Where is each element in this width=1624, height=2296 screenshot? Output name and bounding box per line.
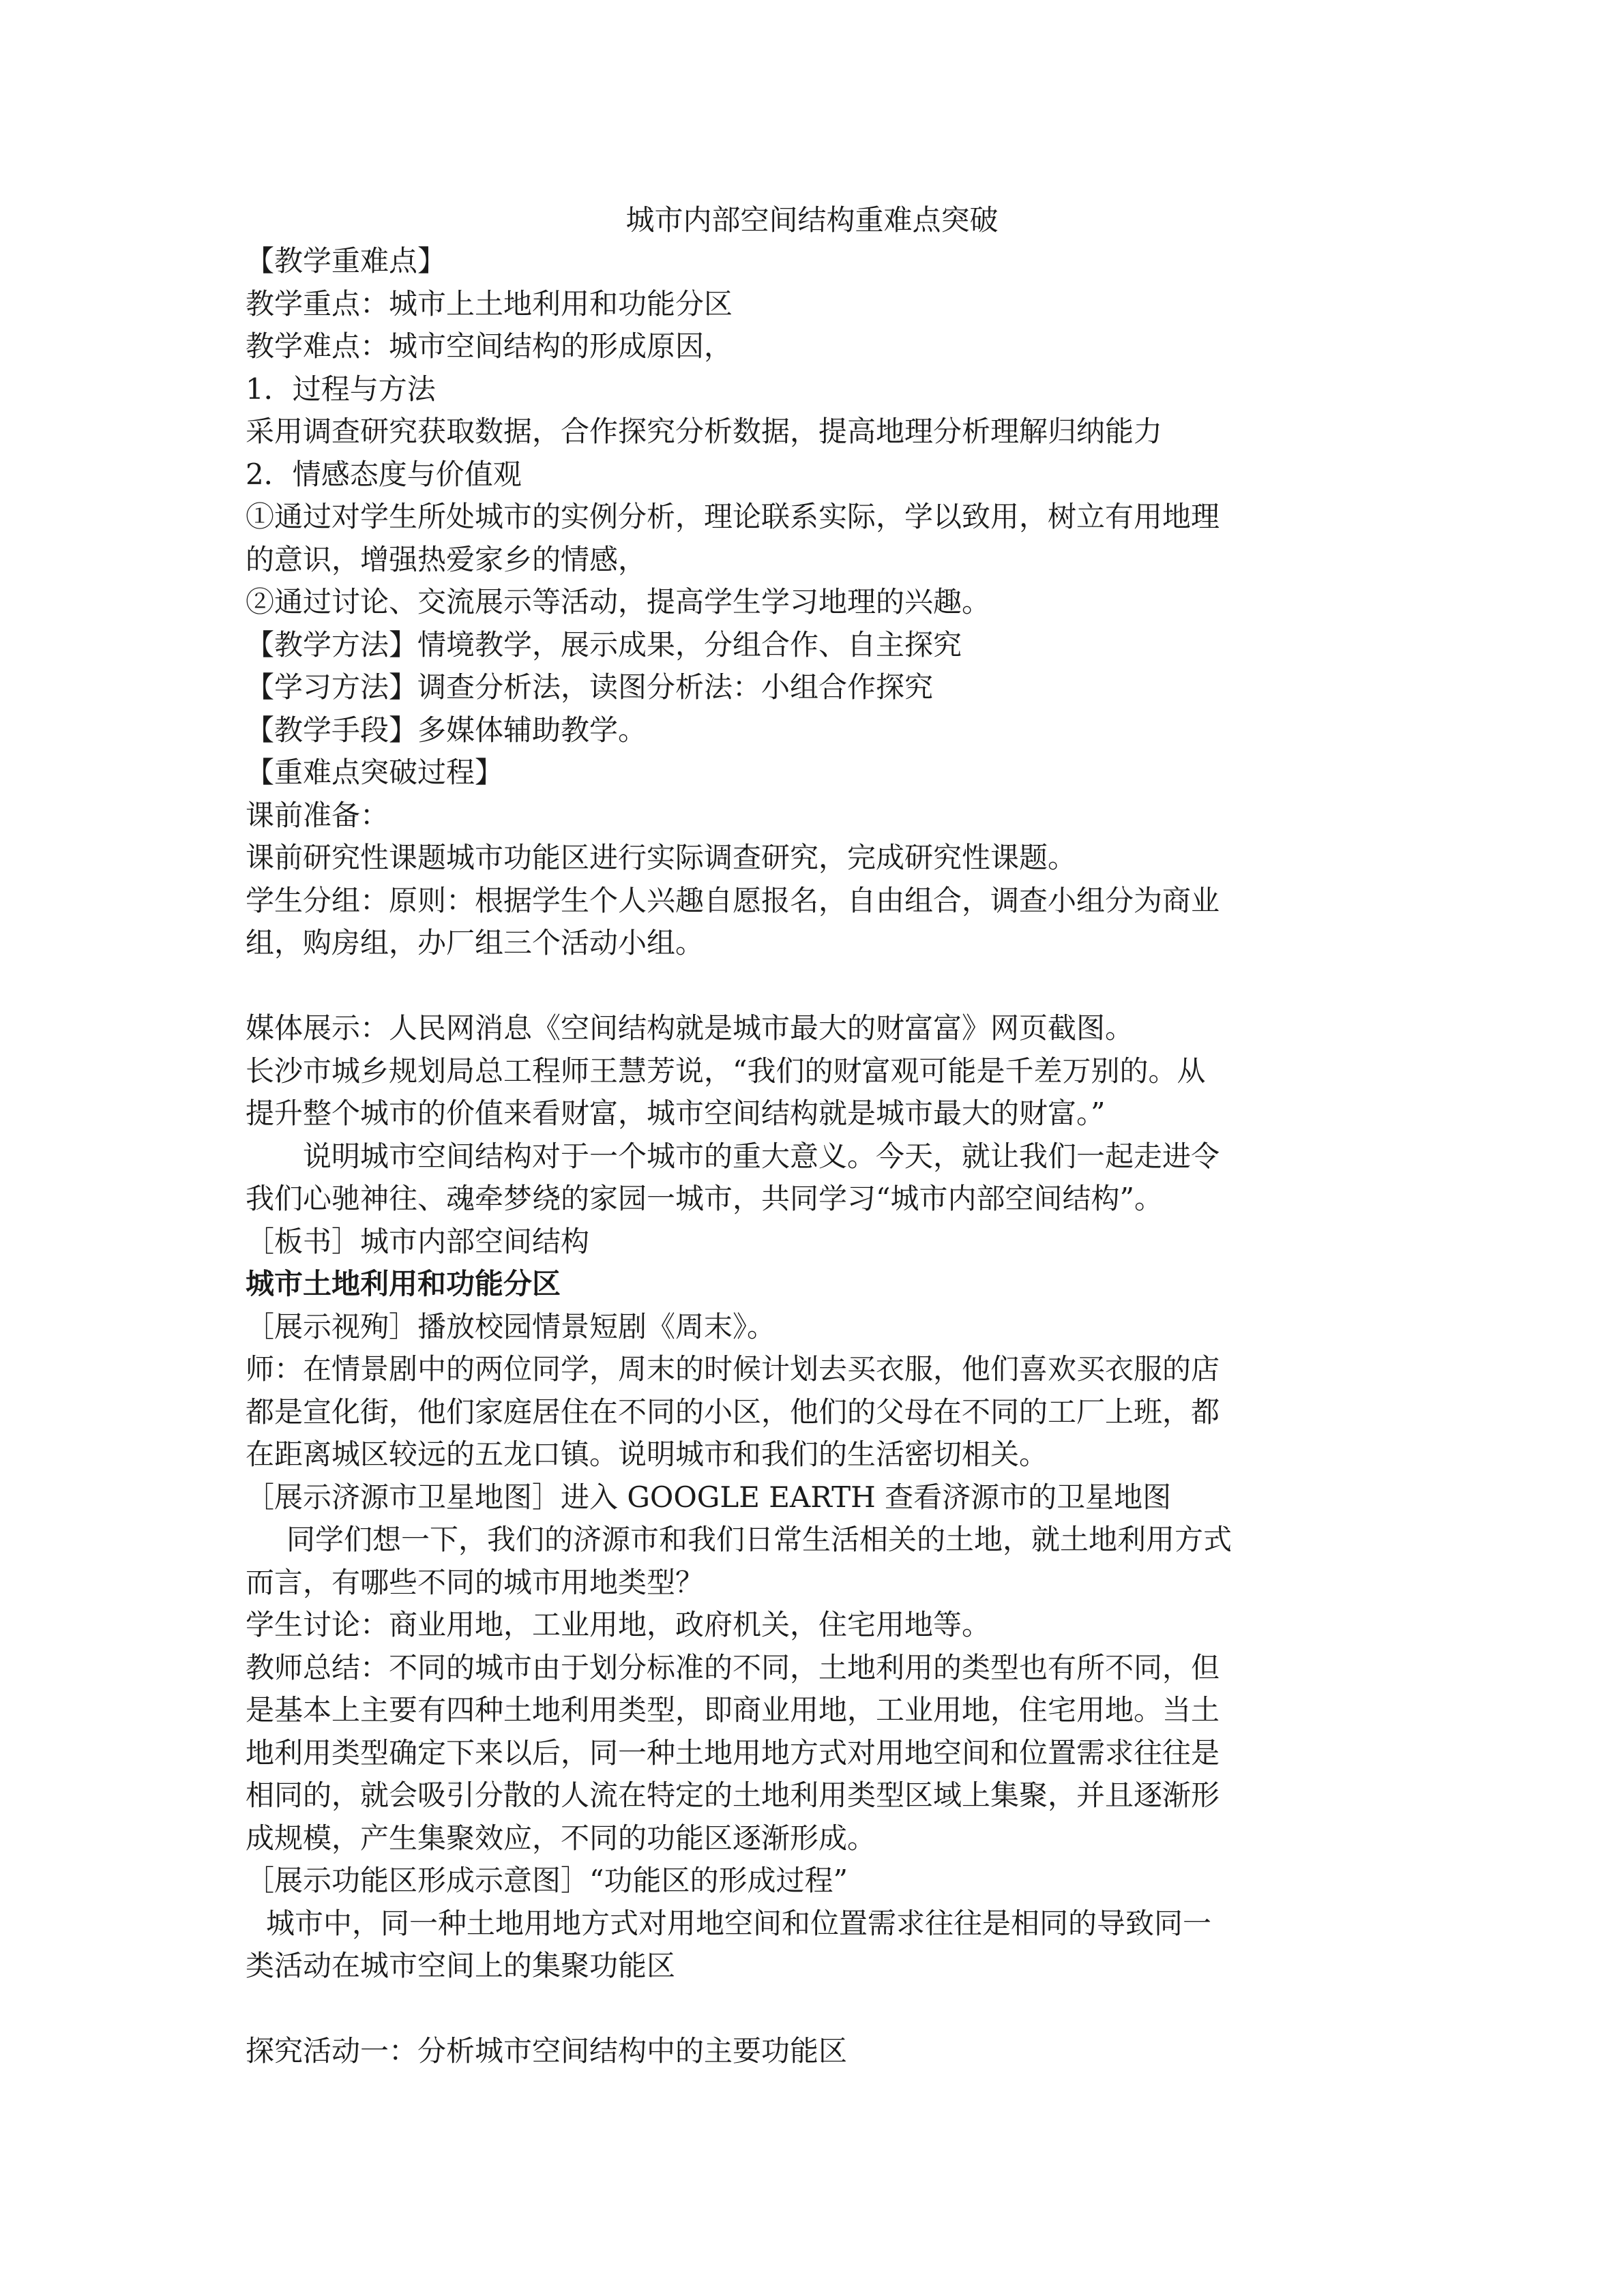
text-line: ②通过讨论、交流展示等活动，提高学生学习地理的兴趣。 <box>246 585 991 618</box>
text-line: 同学们想一下，我们的济源市和我们日常生活相关的土地，就土地利用方式 <box>286 1523 1232 1556</box>
text-line: 【教学手段】多媒体辅助教学。 <box>246 713 647 747</box>
text-line: 课前准备： <box>246 798 389 832</box>
text-line: 城市中，同一种土地用地方式对用地空间和位置需求往往是相同的导致同一 <box>266 1906 1212 1940</box>
text-line: 都是宣化街，他们家庭居住在不同的小区，他们的父母在不同的工厂上班，都 <box>246 1395 1220 1429</box>
text-line: 课前研究性课题城市功能区进行实际调查研究，完成研究性课题。 <box>246 841 1077 874</box>
text-line: 师：在情景剧中的两位同学，周末的时候计划去买衣服，他们喜欢买衣服的店 <box>246 1352 1220 1386</box>
blank-line <box>246 965 1378 1008</box>
document-title: 城市内部空间结构重难点突破 <box>625 203 999 237</box>
text-line: 我们心驰神往、魂牵梦绕的家园一城市，共同学习“城市内部空间结构”。 <box>246 1182 1163 1215</box>
text-line: 学生分组：原则：根据学生个人兴趣自愿报名，自由组合，调查小组分为商业 <box>246 883 1220 917</box>
text-line: 相同的，就会吸引分散的人流在特定的土地利用类型区域上集聚，并且逐渐形 <box>246 1778 1220 1812</box>
text-line: 【重难点突破过程】 <box>246 756 504 789</box>
text-line: ［展示功能区形成示意图］“功能区的形成过程” <box>246 1864 848 1897</box>
text-line: 1．过程与方法 <box>246 372 436 406</box>
text-line: 在距离城区较远的五龙口镇。说明城市和我们的生活密切相关。 <box>246 1437 1048 1471</box>
text-line: 说明城市空间结构对于一个城市的重大意义。今天，就让我们一起走进令 <box>303 1139 1220 1173</box>
text-line: 教学重点：城市上土地利用和功能分区 <box>246 286 733 320</box>
text-line: 【教学重难点】 <box>246 244 447 278</box>
text-line: 【学习方法】调查分析法，读图分析法：小组合作探究 <box>246 670 934 704</box>
text-line: ［展示济源市卫星地图］进入 GOOGLE EARTH 查看济源市的卫星地图 <box>246 1480 1172 1514</box>
text-line: ［展示视殉］播放校园情景短剧《周末》。 <box>246 1309 776 1343</box>
text-line: ［板书］城市内部空间结构 <box>246 1224 590 1258</box>
text-line: ①通过对学生所处城市的实例分析，理论联系实际，学以致用，树立有用地理 <box>246 500 1220 533</box>
text-line: 学生讨论：商业用地，工业用地，政府机关，住宅用地等。 <box>246 1608 991 1641</box>
text-line: 教师总结：不同的城市由于划分标准的不同，土地利用的类型也有所不同，但 <box>246 1650 1220 1684</box>
text-line: 是基本上主要有四种土地利用类型，即商业用地，工业用地，住宅用地。当土 <box>246 1693 1220 1727</box>
text-line: 成规模，产生集聚效应，不同的功能区逐渐形成。 <box>246 1821 876 1855</box>
text-line: 地利用类型确定下来以后，同一种土地用地方式对用地空间和位置需求往往是 <box>246 1735 1220 1770</box>
section-heading: 城市土地利用和功能分区 <box>246 1267 561 1300</box>
text-line: 的意识，增强热爱家乡的情感， <box>246 542 647 576</box>
text-line: 提升整个城市的价值来看财富，城市空间结构就是城市最大的财富。” <box>246 1097 1106 1130</box>
document-body <box>246 240 1378 2073</box>
text-line: 采用调查研究获取数据，合作探究分析数据，提高地理分析理解归纳能力 <box>246 415 1163 448</box>
text-line: 而言，有哪些不同的城市用地类型？ <box>246 1565 705 1599</box>
text-line: 【教学方法】情境教学，展示成果，分组合作、自主探究 <box>246 627 962 661</box>
blank-line <box>246 1988 1378 2031</box>
text-line: 2．情感态度与价值观 <box>246 457 522 491</box>
text-line: 类活动在城市空间上的集聚功能区 <box>246 1949 676 1982</box>
text-line: 组，购房组，办厂组三个活动小组。 <box>246 926 705 959</box>
text-line: 长沙市城乡规划局总工程师王慧芳说，“我们的财富观可能是千差万别的。从 <box>246 1054 1206 1088</box>
text-line: 教学难点：城市空间结构的形成原因， <box>246 329 733 363</box>
text-line: 媒体展示：人民网消息《空间结构就是城市最大的财富富》网页截图。 <box>246 1011 1134 1045</box>
text-line: 探究活动一：分析城市空间结构中的主要功能区 <box>246 2034 848 2068</box>
